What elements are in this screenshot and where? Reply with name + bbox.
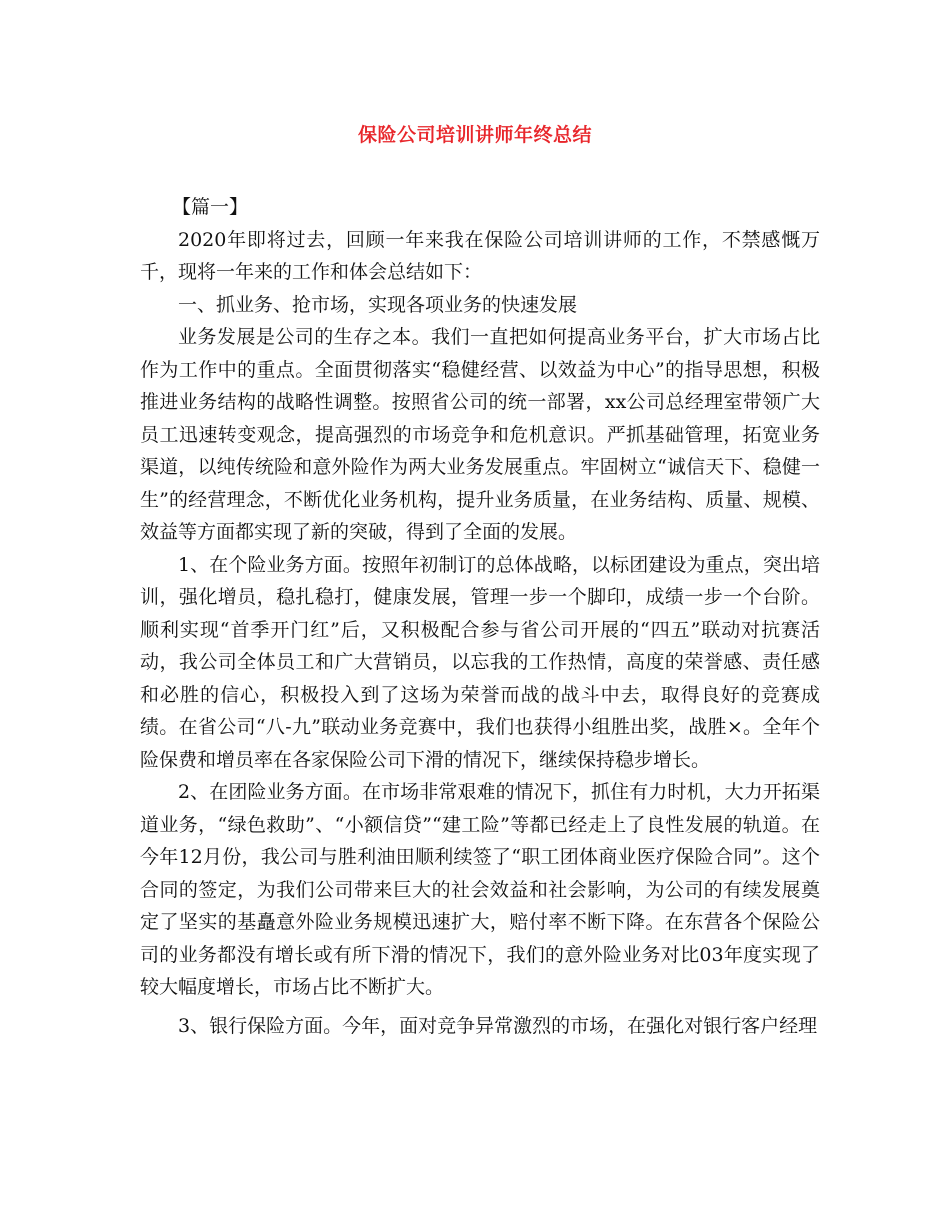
paragraph-business-development: 业务发展是公司的生存之本。我们一直把如何提高业务平台，扩大市场占比作为工作中的重点。全面贯彻落实“稳健经营、以效益为中心”的指导思想，积极推进业务结构的战略性调整。按照省公司的统一部署，xx公司总经理室带领广大员工迅速转变观念，提高强烈的市场竞争和危机意识。严抓基础管理，拓宽业务渠道，以纯传统险和意外险作为两大业务发展重点。牢固树立“诚信天下、稳健一生”的经营理念，不断优化业务机构，提升业务质量，在业务结构、质量、规模、效益等方面都实现了新的突破，得到了全面的发展。 [140, 326, 820, 543]
paragraph-individual-insurance: 1、在个险业务方面。按照年初制订的总体战略，以标团建设为重点，突出培训，强化增员，稳扎稳打，健康发展，管理一步一个脚印，成绩一步一个台阶。顺利实现“首季开门红”后，又积极配合参与省公司开展的“四五”联动对抗赛活动，我公司全体员工和广大营销员，以忘我的工作热情，高度的荣誉感、责任感和必胜的信心，积极投入到了这场为荣誉而战的战斗中去，取得良好的竞赛成绩。在省公司“八-九”联动业务竞赛中，我们也获得小组胜出奖，战胜×。全年个险保费和增员率在各家保险公司下滑的情况下，继续保持稳步增长。 [140, 553, 820, 771]
paragraph-group-insurance: 2、在团险业务方面。在市场非常艰难的情况下，抓住有力时机，大力开拓渠道业务，“绿色救助”、“小额信贷”“建工险”等都已经走上了良性发展的轨道。在今年12月份，我公司与胜利油田顺利续签了“职工团体商业医疗保险合同”。这个合同的签定，为我们公司带来巨大的社会效益和社会影响，为公司的有续发展奠定了坚实的基矗意外险业务规模迅速扩大，赔付率不断下降。在东营各个保险公司的业务都没有增长或有所下滑的情况下，我们的意外险业务对比03年度实现了较大幅度增长，市场占比不断扩大。 [140, 781, 820, 998]
document-body [140, 191, 820, 1042]
paragraph-intro: 2020年即将过去，回顾一年来我在保险公司培训讲师的工作，不禁感慨万千，现将一年来的工作和体会总结如下： [140, 228, 820, 283]
section-heading: 一、抓业务、抢市场，实现各项业务的快速发展 [178, 293, 578, 316]
paragraph-bank-insurance: 3、银行保险方面。今年，面对竞争异常激烈的市场，在强化对银行客户经理 [178, 1014, 818, 1037]
section-tag: 【篇一】 [172, 196, 249, 218]
document-title: 保险公司培训讲师年终总结 [357, 124, 592, 146]
